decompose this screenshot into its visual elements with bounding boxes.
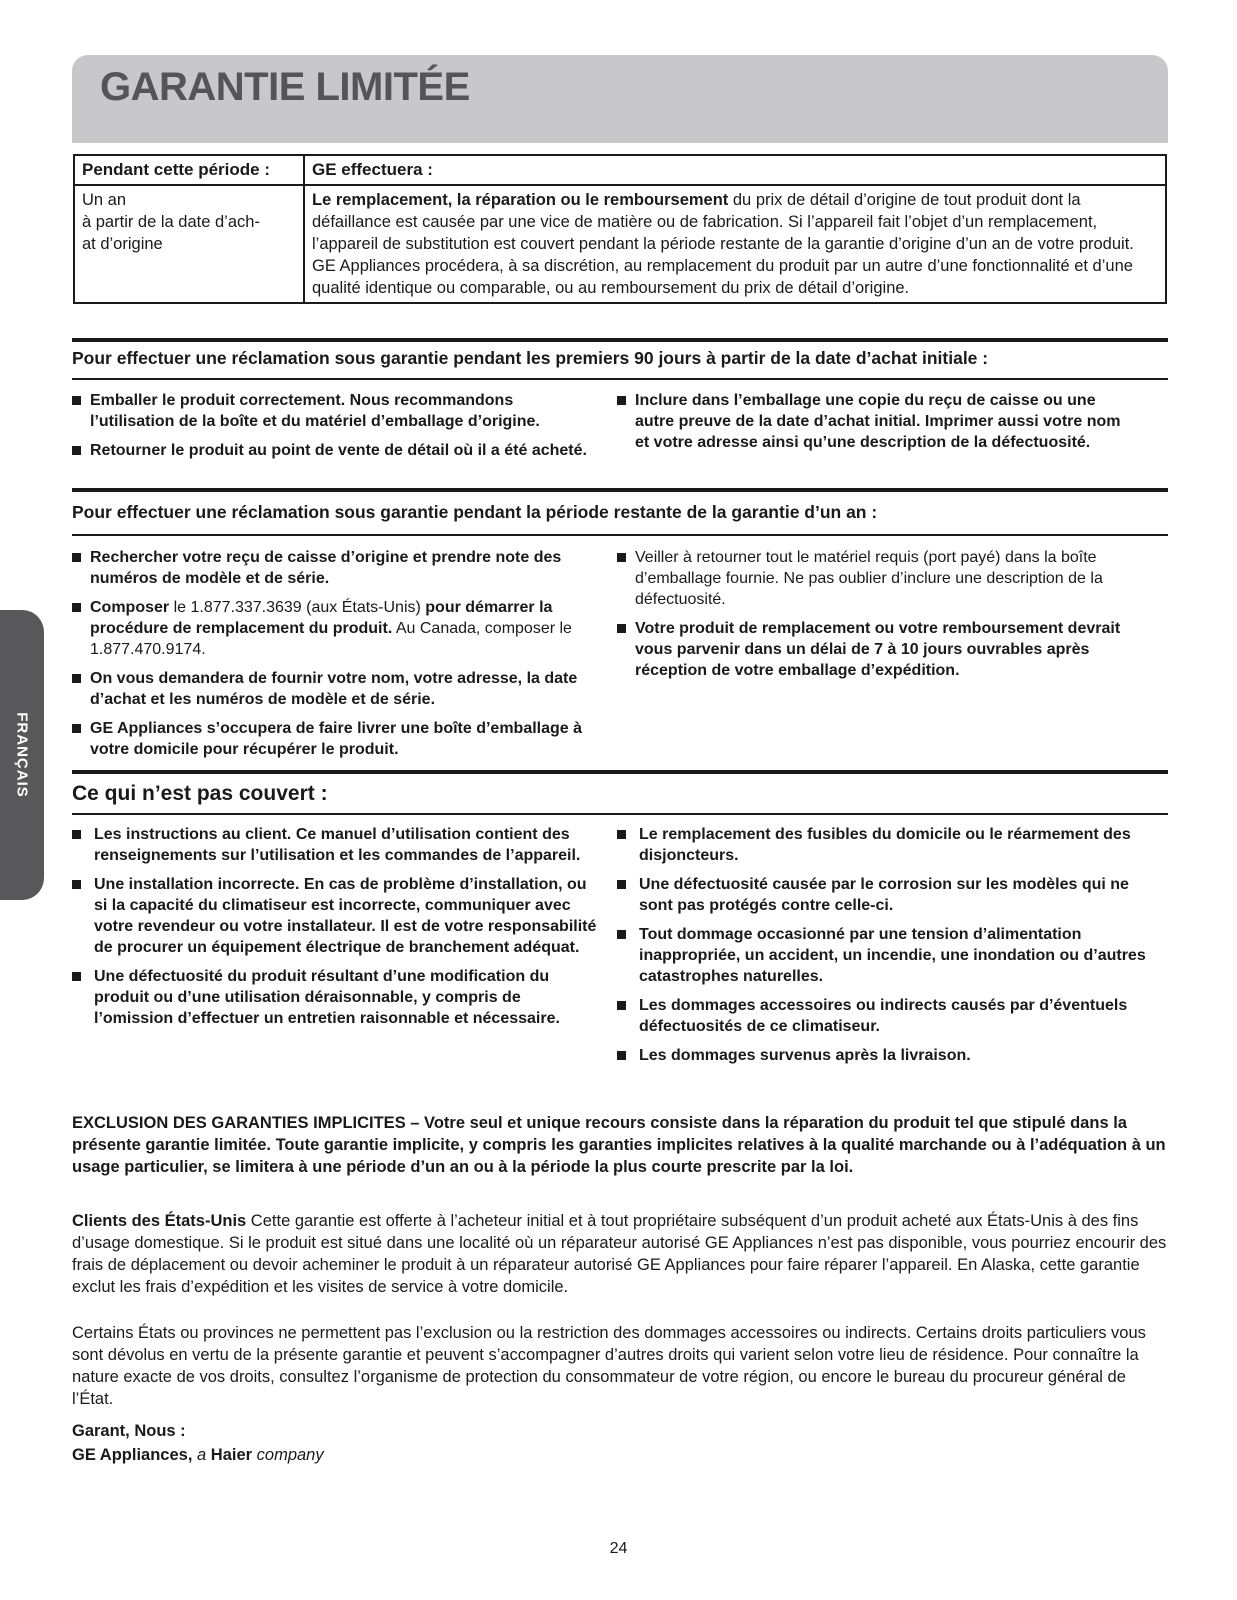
table-row: [74, 185, 1166, 303]
warrantor-a: a: [192, 1446, 211, 1464]
list-item: Tout dommage occasionné par une tension d’alimentation inappropriée, un accident, un incendie, une inondation ou d’autres catastrophes naturelles.: [617, 924, 1157, 987]
warranty-table: [73, 154, 1167, 304]
list-item: Une installation incorrecte. En cas de problème d’installation, ou si la capacité du climatiseur est incorrecte, communiquer avec votre revendeur ou votre installateur. Il est de votre responsabilité de procurer un équipement électrique de branchement adéquat.: [72, 874, 602, 958]
warrantor-name: GE Appliances,: [72, 1446, 193, 1464]
section2-title: Pour effectuer une réclamation sous garantie pendant la période restante de la garantie d’un an :: [72, 502, 878, 522]
list-item: Une défectuosité du produit résultant d’une modification du produit ou d’une utilisation déraisonnable, y compris de l’omission d’effectuer un entretien raisonnable et nécessaire.: [72, 966, 602, 1029]
list-item: Les dommages survenus après la livraison.: [617, 1045, 1157, 1066]
list-item: Veiller à retourner tout le matériel requis (port payé) dans la boîte d’emballage fournie. Ne pas oublier d’inclure une description de la défectuosité.: [617, 547, 1137, 610]
section3-title: Ce qui n’est pas couvert :: [72, 782, 328, 805]
list-item: Emballer le produit correctement. Nous recommandons l’utilisation de la boîte et du matériel d’emballage d’origine.: [72, 390, 597, 432]
section2-left-list: [72, 547, 597, 768]
us-clients-label: Clients des États-Unis: [72, 1212, 247, 1230]
list-item-text: le 1.877.337.3639 (aux États-Unis): [169, 599, 426, 616]
coverage-bold: Le remplacement, la réparation ou le remboursement: [312, 191, 729, 209]
section-rule: [72, 488, 1168, 492]
language-tab-label: FRANÇAIS: [13, 712, 31, 798]
list-item-bold: Composer: [90, 599, 170, 616]
section3-left-list: [72, 824, 602, 1037]
section-divider: [72, 813, 1168, 815]
exclusion-paragraph: EXCLUSION DES GARANTIES IMPLICITES – Votre seul et unique recours consiste dans la réparation du produit tel que stipulé dans la présente garantie limitée. Toute garantie implicite, y compris les garanties implicites relatives à la qualité marchande ou à l’adéquation à un usage particulier, se limitera à une période d’un an ou à la période la plus courte prescrite par la loi.: [72, 1114, 1166, 1176]
section3-right-list: [617, 824, 1157, 1074]
list-item-bold: pour démarrer la procédure de remplacement du produit.: [90, 599, 553, 637]
period-line: Un an: [82, 191, 127, 209]
section-rule: [72, 338, 1168, 342]
language-tab: [0, 610, 44, 900]
period-header: Pendant cette période :: [74, 155, 304, 185]
list-item: Retourner le produit au point de vente de détail où il a été acheté.: [72, 440, 597, 461]
section-divider: [72, 534, 1168, 536]
warrantor-label: Garant, Nous :: [72, 1422, 186, 1440]
section-rule: [72, 770, 1168, 774]
list-item: On vous demandera de fournir votre nom, votre adresse, la date d’achat et les numéros de modèle et de série.: [72, 668, 597, 710]
list-item-text: Au Canada, composer le 1.877.470.9174.: [90, 620, 572, 658]
page-title: GARANTIE LIMITÉE: [100, 65, 470, 109]
warrantor-line: [72, 1444, 1168, 1466]
list-item: Votre produit de remplacement ou votre remboursement devrait vous parvenir dans un délai de 7 à 10 jours ouvrables après réception de votre emballage d’expédition.: [617, 618, 1137, 681]
coverage-text: du prix de détail d’origine de tout produit dont la défaillance est causée par une vice de matière ou de fabrication. Si l’appareil fait l’objet d’un remplacement, l’appareil de substitution est couvert pendant la période restante de la garantie d’origine d’un an de votre produit. GE Appliances procédera, à sa discrétion, au remplacement du produit par un autre d’une fonctionnalité et d’une qualité identique ou comparable, ou au remboursement du prix de détail d’origine.: [312, 191, 1134, 297]
list-item: Inclure dans l’emballage une copie du reçu de caisse ou une autre preuve de la date d’achat initial. Imprimer aussi votre nom et votre adresse ainsi qu’une description de la défectuosité.: [617, 390, 1127, 453]
list-item: Les instructions au client. Ce manuel d’utilisation contient des renseignements sur l’utilisation et les commandes de l’appareil.: [72, 824, 602, 866]
list-item: Rechercher votre reçu de caisse d’origine et prendre note des numéros de modèle et de série.: [72, 547, 597, 589]
list-item: Le remplacement des fusibles du domicile ou le réarmement des disjoncteurs.: [617, 824, 1157, 866]
section-divider: [72, 378, 1168, 380]
section1-title: Pour effectuer une réclamation sous garantie pendant les premiers 90 jours à partir de la date d’achat initiale :: [72, 348, 989, 368]
section2-right-list: [617, 547, 1137, 689]
us-clients-text: Cette garantie est offerte à l’acheteur initial et à tout propriétaire subséquent d’un produit acheté aux États-Unis à des fins d’usage domestique. Si le produit est situé dans une localité où un réparateur autorisé GE Appliances n’est pas disponible, vous pourriez encourir des frais de déplacement ou devoir acheminer le produit à un réparateur autorisé GE Appliances pour faire réparer l’appareil. En Alaska, cette garantie exclut les frais d’expédition et les visites de service à votre domicile.: [72, 1212, 1167, 1296]
page-number: 24: [609, 1540, 628, 1557]
us-clients-paragraph: [72, 1210, 1168, 1298]
section1-right-list: [617, 390, 1127, 461]
warrantor-haier: Haier: [210, 1446, 253, 1464]
rights-paragraph: Certains États ou provinces ne permettent pas l’exclusion ou la restriction des dommages accessoires ou indirects. Certains droits particuliers vous sont dévolus en vertu de la présente garantie et peuvent s’accompagner d’autres droits qui varient selon votre lieu de résidence. Pour connaître la nature exacte de vos droits, consultez l’organisme de protection du consommateur de votre région, ou encore le bureau du procureur général de l’État.: [72, 1324, 1146, 1408]
period-line: at d’origine: [82, 235, 163, 253]
period-line: à partir de la date d’ach-: [82, 213, 260, 231]
period-cell: [74, 185, 304, 303]
list-item: Les dommages accessoires ou indirects causés par d’éventuels défectuosités de ce climatiseur.: [617, 995, 1157, 1037]
table-header-row: [74, 155, 1166, 185]
coverage-cell: [304, 185, 1166, 303]
list-item: [72, 597, 597, 660]
section1-left-list: [72, 390, 597, 469]
header-bar: [72, 55, 1168, 143]
list-item: Une défectuosité causée par le corrosion sur les modèles qui ne sont pas protégés contre celle-ci.: [617, 874, 1157, 916]
warrantor-company: company: [252, 1446, 324, 1464]
coverage-header: GE effectuera :: [304, 155, 1166, 185]
list-item: GE Appliances s’occupera de faire livrer une boîte d’emballage à votre domicile pour récupérer le produit.: [72, 718, 597, 760]
